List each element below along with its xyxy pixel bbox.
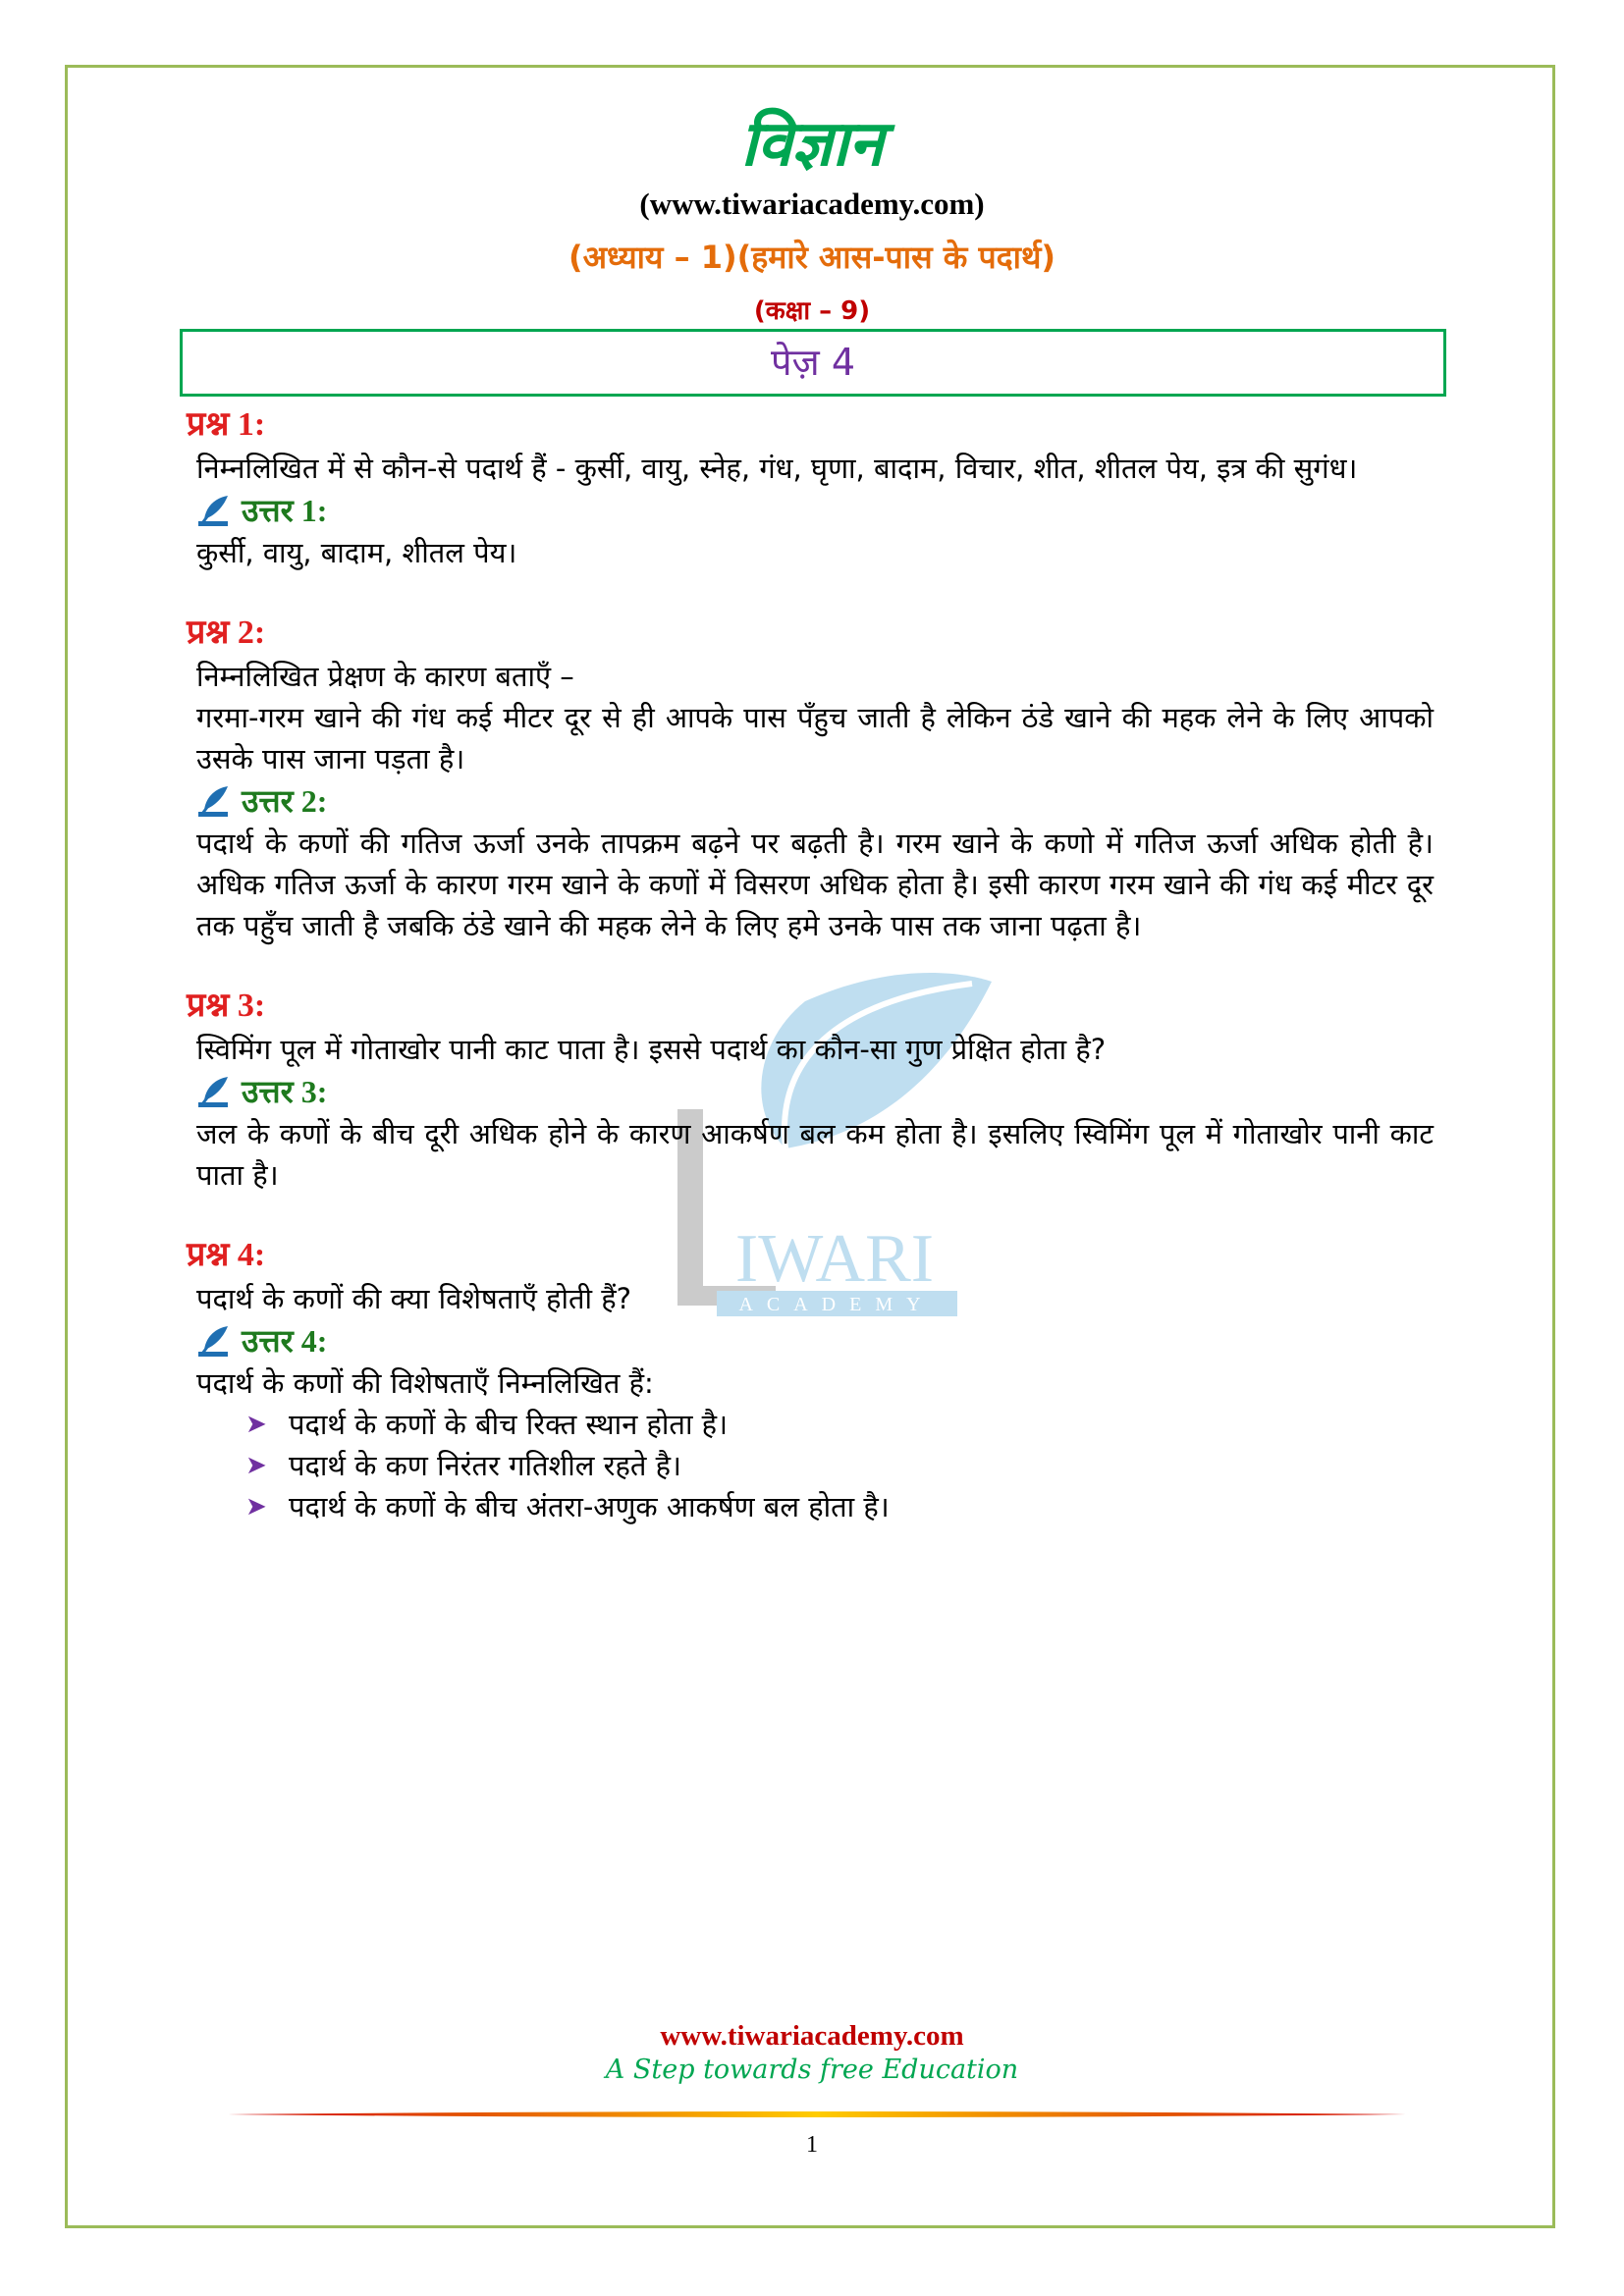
- answer-label: उत्तर 4:: [242, 1323, 328, 1359]
- answer-label: उत्तर 1:: [242, 493, 328, 528]
- arrow-bullet-icon: ➤: [245, 1492, 267, 1522]
- question-text: गरमा-गरम खाने की गंध कई मीटर दूर से ही आपके पास पँहुच जाती है लेकिन ठंडे खाने की महक लेने के लिए आपको उसके पास जाना पड़ता है।: [196, 701, 1434, 775]
- svg-text:ACADEMY: ACADEMY: [738, 1294, 935, 1315]
- bullet-text: पदार्थ के कण निरंतर गतिशील रहते है।: [289, 1449, 682, 1482]
- pen-icon: [196, 784, 232, 818]
- bullet-text: पदार्थ के कणों के बीच रिक्त स्थान होता है।: [289, 1408, 729, 1441]
- footer-website-link[interactable]: www.tiwariacademy.com: [660, 2020, 964, 2052]
- question-text: स्विमिंग पूल में गोताखोर पानी काट पाता है। इससे पदार्थ का कौन-सा गुण प्रेक्षित होता है?: [196, 1033, 1107, 1066]
- answer-heading: [196, 779, 1434, 823]
- svg-text:IWARI: IWARI: [734, 1221, 935, 1297]
- arrow-bullet-icon: ➤: [245, 1451, 267, 1480]
- list-item: [245, 1404, 1434, 1445]
- question-block-2: [187, 611, 1434, 946]
- answer-text: जल के कणों के बीच दूरी अधिक होने के कारण आकर्षण बल कम होता है। इसलिए स्विमिंग पूल में गोताखोर पानी काट पाता है।: [196, 1117, 1434, 1192]
- answer-label: उत्तर 3:: [242, 1074, 328, 1109]
- question-label: प्रश्न 4:: [187, 1237, 266, 1273]
- question-text: पदार्थ के कणों की क्या विशेषताएँ होती हैं?: [196, 1282, 632, 1315]
- answer-bullet-list: [196, 1404, 1434, 1527]
- question-block-1: [187, 402, 1434, 573]
- page-label: पेज़ 4: [770, 341, 856, 384]
- question-label: प्रश्न 1:: [187, 406, 266, 443]
- chapter-heading: (अध्याय – 1)(हमारे आस-पास के पदार्थ): [568, 239, 1056, 276]
- class-label: (कक्षा – 9): [753, 296, 871, 326]
- answer-heading: [196, 1319, 1434, 1362]
- question-block-4: [187, 1233, 1434, 1527]
- question-block-3: [187, 984, 1434, 1196]
- answer-heading: [196, 489, 1434, 532]
- page-number: 1: [806, 2132, 818, 2158]
- list-item: [245, 1445, 1434, 1486]
- qa-content: [187, 402, 1434, 1527]
- question-text: निम्नलिखित में से कौन-से पदार्थ हैं - कुर्सी, वायु, स्नेह, गंध, घृणा, बादाम, विचार, शीत, शीतल पेय, इत्र की सुगंध।: [196, 452, 1358, 485]
- answer-heading: [196, 1070, 1434, 1113]
- page-label-box: [180, 329, 1446, 397]
- document-title: विज्ञान: [740, 108, 884, 181]
- answer-text: पदार्थ के कणों की गतिज ऊर्जा उनके तापक्रम बढ़ने पर बढ़ती है। गरम खाने के कणो में गतिज ऊर्जा अधिक होती है। अधिक गतिज ऊर्जा के कारण गरम खाने के कणों में विसरण अधिक होता है। इसी कारण गरम खाने की गंध कई मीटर दूर तक पहुँच जाती है जबकि ठंडे खाने की महक लेने के लिए हमे उनके पास तक जाना पढ़ता है।: [196, 827, 1434, 942]
- question-label: प्रश्न 2:: [187, 614, 266, 651]
- pen-icon: [196, 1324, 232, 1358]
- footer-divider: [228, 2110, 1406, 2118]
- pen-icon: [196, 1075, 232, 1108]
- question-label: प्रश्न 3:: [187, 988, 266, 1024]
- answer-text: कुर्सी, वायु, बादाम, शीतल पेय।: [196, 536, 517, 569]
- header-website: (www.tiwariacademy.com): [639, 187, 985, 221]
- bullet-text: पदार्थ के कणों के बीच अंतरा-अणुक आकर्षण बल होता है।: [289, 1490, 890, 1523]
- list-item: [245, 1486, 1434, 1527]
- arrow-bullet-icon: ➤: [245, 1410, 267, 1439]
- answer-label: उत्तर 2:: [242, 783, 328, 819]
- question-text: निम्नलिखित प्रेक्षण के कारण बताएँ –: [196, 660, 574, 693]
- footer-tagline: A Step towards free Education: [605, 2055, 1019, 2085]
- answer-text: पदार्थ के कणों की विशेषताएँ निम्नलिखित हैं:: [196, 1366, 654, 1400]
- pen-icon: [196, 494, 232, 527]
